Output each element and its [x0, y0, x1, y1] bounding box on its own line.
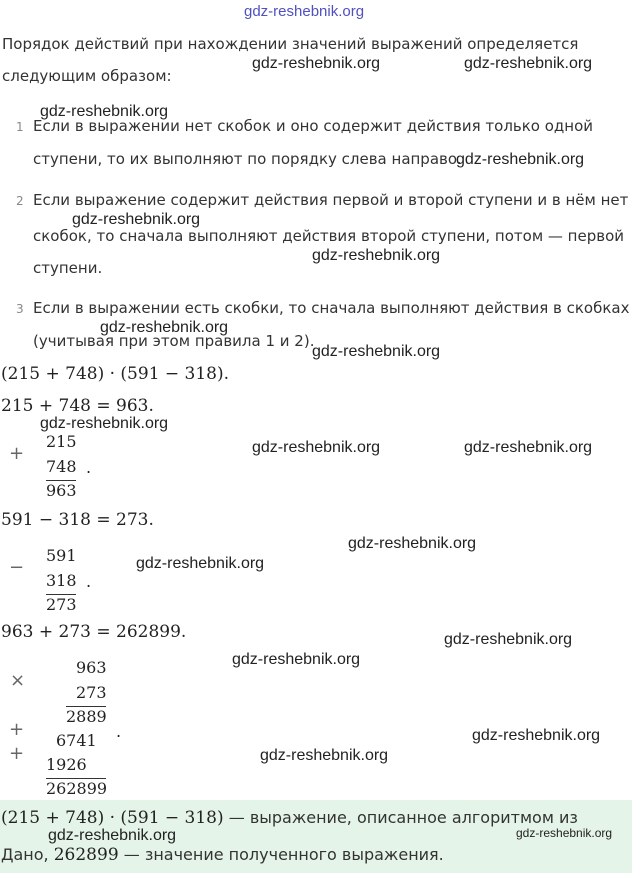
rule-2-line-3: ступени.: [33, 259, 103, 277]
watermark: gdz-reshebnik.org: [40, 103, 169, 120]
rule-1-line-2: ступени, то их выполняют по порядку слева направо.: [33, 150, 462, 168]
rule-3-number: 3: [16, 302, 24, 316]
rule-3-line-2: (учитывая при этом правила 1 и 2).: [33, 332, 315, 350]
conclusion-prefix: Дано,: [1, 845, 54, 864]
rule-2-number: 2: [16, 194, 24, 208]
step-1-dot: .: [86, 458, 92, 477]
step-1-operand-1: 215: [46, 432, 77, 451]
intro-line-1: Порядок действий при нахождении значений выражений определяется: [2, 35, 579, 53]
expression: (215 + 748) · (591 − 318).: [1, 364, 230, 384]
watermark: gdz-reshebnik.org: [136, 555, 265, 572]
conclusion-line-2: [1, 845, 444, 865]
step-1-equation: 215 + 748 = 963.: [1, 396, 154, 416]
intro-line-2: следующим образом:: [2, 67, 172, 85]
step-3-equation: 963 + 273 = 262899.: [1, 622, 187, 642]
watermark: gdz-reshebnik.org: [464, 439, 593, 456]
watermark: gdz-reshebnik.org: [260, 747, 389, 764]
watermark: gdz-reshebnik.org: [472, 727, 601, 744]
step-3-partial-2: 6741: [56, 731, 97, 750]
conclusion-expression: (215 + 748) · (591 − 318): [1, 808, 224, 828]
step-3-result: 262899: [46, 779, 108, 798]
step-3-partial-1: 2889: [66, 707, 107, 726]
conclusion-text-1: — выражение, описанное алгоритмом из: [223, 808, 578, 827]
conclusion-line-1: [1, 808, 578, 828]
step-1-result: 963: [46, 481, 77, 500]
watermark: gdz-reshebnik.org: [40, 415, 169, 432]
conclusion-text-2: — значение полученного выражения.: [118, 845, 444, 864]
step-3-times-operator: ×: [10, 670, 26, 691]
watermark: gdz-reshebnik.org: [252, 55, 381, 72]
watermark: gdz-reshebnik.org: [48, 827, 177, 844]
step-2-operand-1: 591: [46, 546, 77, 565]
rule-2-line-2: скобок, то сначала выполняют действия второй ступени, потом — первой: [33, 227, 625, 245]
watermark: gdz-reshebnik.org: [244, 3, 365, 20]
watermark: gdz-reshebnik.org: [232, 651, 361, 668]
step-3-operand-1: 963: [76, 658, 107, 677]
step-3-plus-operator-1: +: [9, 719, 25, 740]
step-3-plus-operator-2: +: [9, 743, 25, 764]
watermark: gdz-reshebnik.org: [348, 535, 477, 552]
watermark: gdz-reshebnik.org: [100, 319, 229, 336]
step-2-operand-2: 318: [46, 571, 77, 590]
rule-1-line-1: Если в выражении нет скобок и оно содержит действия только одной: [33, 117, 594, 135]
step-2-result: 273: [46, 595, 77, 614]
step-1-operand-2: 748: [46, 457, 77, 476]
watermark: gdz-reshebnik.org: [312, 343, 441, 360]
step-3-dot: .: [116, 722, 122, 741]
step-2-minus-operator: −: [9, 557, 25, 578]
watermark: gdz-reshebnik.org: [456, 151, 585, 168]
watermark: gdz-reshebnik.org: [464, 55, 593, 72]
step-2-dot: .: [86, 572, 92, 591]
rule-2-line-1: Если выражение содержит действия первой и второй ступени и в нём нет: [33, 191, 629, 209]
rule-1-number: 1: [16, 120, 24, 134]
rule-3-line-1: Если в выражении есть скобки, то сначала выполняют действия в скобках: [33, 299, 630, 317]
watermark: gdz-reshebnik.org: [72, 211, 201, 228]
step-2-equation: 591 − 318 = 273.: [1, 510, 154, 530]
step-3-operand-2: 273: [76, 683, 107, 702]
watermark: gdz-reshebnik.org: [312, 247, 441, 264]
watermark: gdz-reshebnik.org: [444, 631, 573, 648]
watermark: gdz-reshebnik.org: [252, 439, 381, 456]
step-3-partial-3: 1926: [46, 755, 87, 774]
watermark: gdz-reshebnik.org: [516, 826, 613, 840]
step-1-plus-operator: +: [9, 443, 25, 464]
conclusion-value: 262899: [53, 845, 119, 865]
